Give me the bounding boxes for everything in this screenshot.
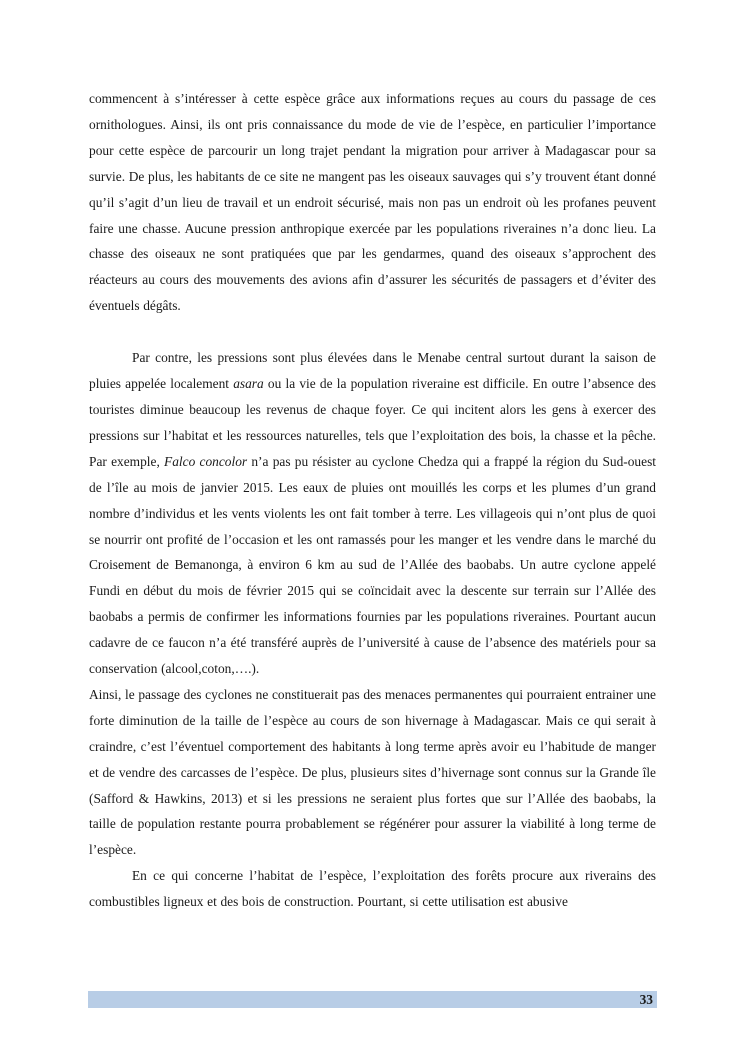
paragraph-4-text: En ce qui concerne l’habitat de l’espèce, l’exploitation des forêts procure aux riverains des combustibles ligneux et des bois de construction. Pourtant, si cette utilisation est abusive xyxy=(89,868,656,910)
paragraph-2-text-c: n’a pas pu résister au cyclone Chedza qui a frappé la région du Sud-ouest de l’île au mois de janvier 2015. Les eaux de pluies ont mouillés les corps et les plumes d’un grand nombre d’individus et les vents violents les ont fait tomber à terre. Les villageois qui n’ont plus de quoi se nourrir ont profité de l’occasion et les ont ramassés pour les manger et les vendre dans le marché du Croisement de Bemanonga, à environ 6 km au sud de l’Allée des baobabs. Un autre cyclone appelé Fundi en début du mois de février 2015 qui se coïncidait avec la descente sur terrain sur l’Allée des baobabs a permis de confirmer les informations fournies par les populations riveraines. Pourtant aucun cadavre de ce faucon n’a été transféré auprès de l’université à cause de l’absence des matériels pour sa conservation (alcool,coton,….). xyxy=(89,453,657,677)
page-number: 33 xyxy=(639,992,653,1007)
paragraph-3-text: Ainsi, le passage des cyclones ne constituerait pas des menaces permanentes qui pourraient entrainer une forte diminution de la taille de l’espèce au cours de son hivernage à Madagascar. Mais ce qui serait à craindre, c’est l’éventuel comportement des habitants à long terme après avoir eu l’habitude de manger et de vendre des carcasses de l’espèce. De plus, plusieurs sites d’hivernage sont connus sur la Grande île (Safford & Hawkins, 2013) et si les pressions ne seraient plus fortes que sur l’Allée des baobabs, la taille de population restante pourra probablement se régénérer pour assurer la viabilité à long terme de l’espèce. xyxy=(89,686,656,858)
paragraph-2-text-b: ou la vie de la population riveraine est difficile. En outre l’absence des touristes diminue beaucoup les revenus de chaque foyer. Ce qui incitent alors les gens à exercer des pressions sur l’habitat et les ressources naturelles, tels que l’exploitation des bois, la chasse et la pêche. Par exemple, xyxy=(89,376,656,469)
page-footer-bar xyxy=(88,991,657,1008)
italic-term-asara: asara xyxy=(233,376,264,392)
species-name-falco-concolor: Falco concolor xyxy=(164,453,248,469)
paragraph-spacer xyxy=(89,319,656,345)
paragraph-1 xyxy=(89,86,656,319)
page-body xyxy=(89,86,656,915)
paragraph-3 xyxy=(89,682,656,863)
paragraph-2 xyxy=(89,345,656,682)
paragraph-1-text: commencent à s’intéresser à cette espèce grâce aux informations reçues au cours du passage de ces ornithologues. Ainsi, ils ont pris connaissance du mode de vie de l’espèce, en particulier l’importance pour cette espèce de parcourir un long trajet pendant la migration pour arriver à Madagascar pour sa survie. De plus, les habitants de ce site ne mangent pas les oiseaux sauvages qui s’y trouvent étant donné qu’il s’agit d’un lieu de travail et un endroit sécurisé, mais non pas un endroit où les profanes peuvent faire une chasse. Aucune pression anthropique exercée par les populations riveraines n’a donc lieu. La chasse des oiseaux ne sont pratiquées que par les gendarmes, quand des oiseaux s’approchent des réacteurs au cours des mouvements des avions afin d’assurer les sécurités de passagers et d’éviter des éventuels dégâts. xyxy=(89,91,656,314)
paragraph-4 xyxy=(89,863,656,915)
paragraph-2-text-a: Par contre, les pressions sont plus élevées dans le Menabe central surtout durant la saison de pluies appelée localement xyxy=(89,350,656,392)
